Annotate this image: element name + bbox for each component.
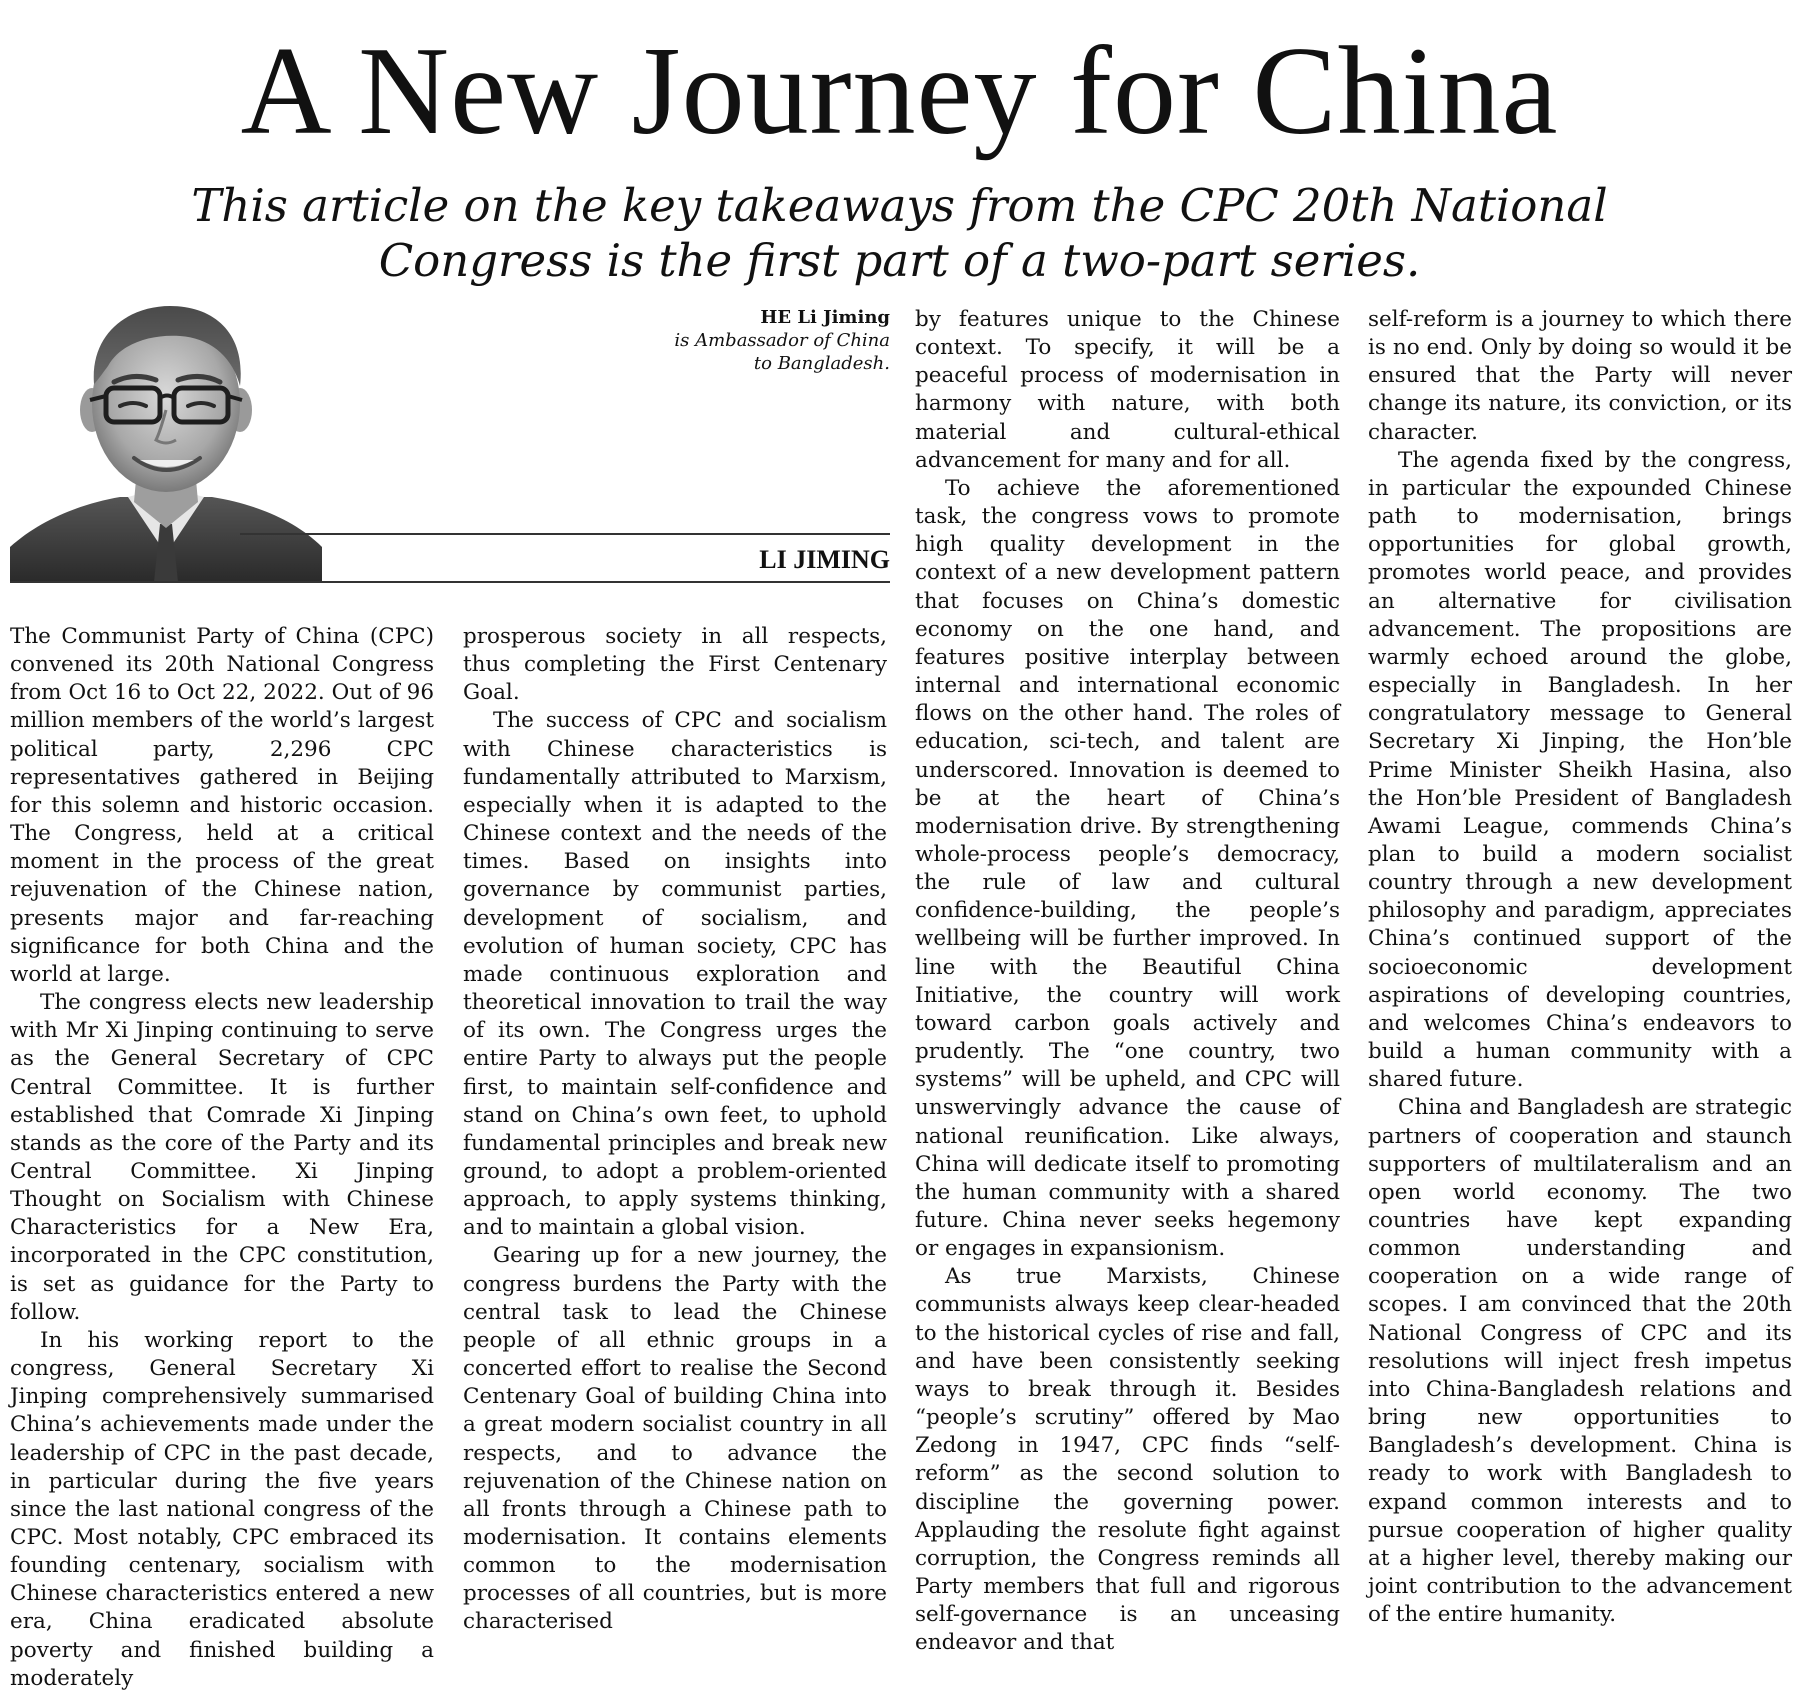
article-column-1 xyxy=(10,623,434,1693)
header-bottom-divider xyxy=(10,581,890,583)
author-role-line-1: is Ambassador of China xyxy=(674,330,890,351)
paragraph: The congress elects new leadership with Mr Xi Jinping continuing to serve as the General Secretary of CPC Central Committee. It is further established that Comrade Xi Jinping stands as the core of the Party and its Central Committee. Xi Jinping Thought on Socialism with Chinese Characteristics for a New Era, incorporated in the CPC constitution, is set as guidance for the Party to follow. xyxy=(10,990,434,1325)
deck-subtitle: This article on the key takeaways from the CPC 20th National Congress is the first part of a two-part series. xyxy=(191,179,1608,287)
article-column-2 xyxy=(463,623,887,1637)
paragraph: self-reform is a journey to which there is no end. Only by doing so would it be ensured that the Party will never change its nature, its conviction, or its character. xyxy=(1368,307,1792,445)
paragraph: As true Marxists, Chinese communists always keep clear-headed to the historical cycles of rise and fall, and have been consistently seeking ways to break through it. Besides “people’s scrutiny” offered by Mao Zedong in 1947, CPC finds “self-reform” as the second solution to discipline the governing power. Applauding the resolute fight against corruption, the Congress reminds all Party members that full and rigorous self-governance is an unceasing endeavor and that xyxy=(915,1264,1340,1656)
author-portrait xyxy=(10,292,322,582)
paragraph: The agenda fixed by the congress, in particular the expounded Chinese path to modernisation, brings opportunities for global growth, promotes world peace, and provides an alternative for civilisation advancement. The propositions are warmly echoed around the globe, especially in Bangladesh. In her congratulatory message to General Secretary Xi Jinping, the Hon’ble Prime Minister Sheikh Hasina, also the Hon’ble President of Bangladesh Awami League, commends China’s plan to build a modern socialist country through a new development philosophy and paradigm, appreciates China’s continued support of the socioeconomic development aspirations of developing countries, and welcomes China’s endeavors to build a human community with a shared future. xyxy=(1368,447,1792,1093)
author-name: HE Li Jiming xyxy=(760,307,890,328)
author-role-line-2: to Bangladesh. xyxy=(753,353,890,374)
paragraph: The success of CPC and socialism with Chinese characteristics is fundamentally attributed to Marxism, especially when it is adapted to the Chinese context and the needs of the times. Based on insights into governance by communist parties, development of socialism, and evolution of human society, CPC has made continuous exploration and theoretical innovation to trail the way of its own. The Congress urges the entire Party to always put the people first, to maintain self-confidence and stand on China’s own feet, to uphold fundamental principles and break new ground, to adopt a problem-oriented approach, to apply systems thinking, and to maintain a global vision. xyxy=(463,708,887,1241)
paragraph: To achieve the aforementioned task, the congress vows to promote high quality development in the context of a new development pattern that focuses on China’s domestic economy on the one hand, and features positive interplay between internal and international economic flows on the other hand. The roles of education, sci-tech, and talent are underscored. Innovation is deemed to be at the heart of China’s modernisation drive. By strengthening whole-process people’s democracy, the rule of law and cultural confidence-building, the people’s wellbeing will be further improved. In line with the Beautiful China Initiative, the country will work toward carbon goals actively and prudently. The “one country, two systems” will be upheld, and CPC will unswervingly advance the cause of national reunification. Like always, China will dedicate itself to promoting the human community with a shared future. China never seeks hegemony or engages in expansionism. xyxy=(915,475,1340,1262)
article-column-3 xyxy=(915,306,1340,1658)
paragraph: Gearing up for a new journey, the congress burdens the Party with the central task to lead the Chinese people of all ethnic groups in a concerted effort to realise the Second Centenary Goal of building China into a great modern socialist country in all respects, and to advance the rejuvenation of the Chinese nation on all fronts through a Chinese path to modernisation. It contains elements common to the modernisation processes of all countries, but is more characterised xyxy=(463,1243,887,1635)
headline: A New Journey for China xyxy=(240,22,1559,161)
paragraph: prosperous society in all respects, thus completing the First Centenary Goal. xyxy=(463,624,887,706)
byline-divider xyxy=(240,533,890,535)
article-column-4 xyxy=(1368,306,1792,1629)
author-signature: LI JIMING xyxy=(759,545,890,574)
paragraph: by features unique to the Chinese context. To specify, it will be a peaceful process of modernisation in harmony with nature, with both material and cultural-ethical advancement for many and for all. xyxy=(915,307,1340,473)
author-credit xyxy=(560,306,890,375)
paragraph: In his working report to the congress, General Secretary Xi Jinping comprehensively summarised China’s achievements made under the leadership of CPC in the past decade, in particular during the five years since the last national congress of the CPC. Most notably, CPC embraced its founding centenary, socialism with Chinese characteristics entered a new era, China eradicated absolute poverty and finished building a moderately xyxy=(10,1327,434,1691)
paragraph: The Communist Party of China (CPC) convened its 20th National Congress from Oct 16 to Oct 22, 2022. Out of 96 million members of the world’s largest political party, 2,296 CPC representatives gathered in Beijing for this solemn and historic occasion. The Congress, held at a critical moment in the process of the great rejuvenation of the Chinese nation, presents major and far-reaching significance for both China and the world at large. xyxy=(10,624,434,987)
paragraph: China and Bangladesh are strategic partners of cooperation and staunch supporters of multilateralism and an open world economy. The two countries have kept expanding common understanding and cooperation on a wide range of scopes. I am convinced that the 20th National Congress of CPC and its resolutions will inject fresh impetus into China-Bangladesh relations and bring new opportunities to Bangladesh’s development. China is ready to work with Bangladesh to expand common interests and to pursue cooperation of higher quality at a higher level, thereby making our joint contribution to the advancement of the entire humanity. xyxy=(1368,1095,1792,1628)
